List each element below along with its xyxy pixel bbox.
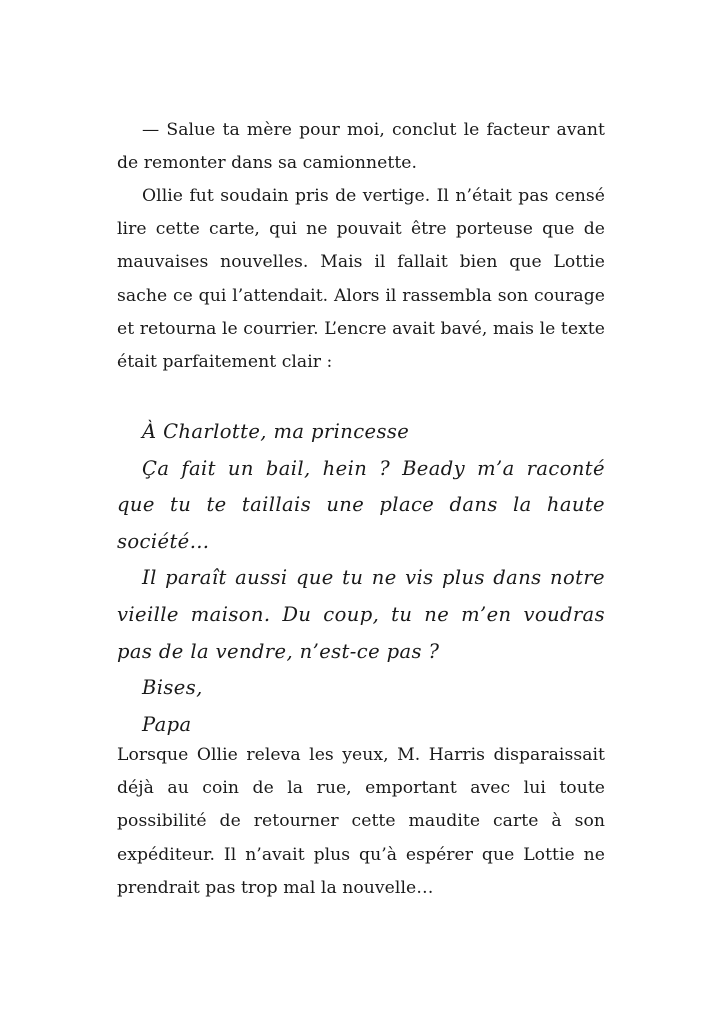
book-page: [117, 0, 605, 1024]
paragraph-narration: Ollie fut soudain pris de vertige. Il n’était pas censé lire cette carte, qui ne pouvait être porteuse que de mauvaises nouvelles. Mais il fallait bien que Lottie sache ce qui l’attendait. Alors il rassembla son courage et retourna le courrier. L’encre avait bavé, mais le texte était parfaitement clair :: [117, 186, 605, 373]
letter-closing: Bises,: [142, 676, 203, 700]
letter-salutation: À Charlotte, ma princesse: [142, 420, 410, 443]
letter-body-paragraph: Ça fait un bail, hein ? Beady m’a raconté que tu te taillais une place dans la haute société…: [117, 456, 605, 553]
handwritten-letter: [117, 414, 605, 743]
letter-signature: Papa: [142, 712, 192, 736]
paragraph-conclusion: Lorsque Ollie releva les yeux, M. Harris disparaissait déjà au coin de la rue, emportant avec lui toute possibilité de retourner cette maudite carte à son expéditeur. Il n’avait plus qu’à espérer que Lottie ne prendrait pas trop mal la nouvelle…: [117, 745, 605, 898]
letter-body-paragraph: Il paraît aussi que tu ne vis plus dans notre vieille maison. Du coup, tu ne m’en voudras pas de la vendre, n’est-ce pas ?: [117, 566, 605, 663]
paragraph-dialogue: — Salue ta mère pour moi, conclut le facteur avant de remonter dans sa camionnette.: [117, 120, 605, 174]
